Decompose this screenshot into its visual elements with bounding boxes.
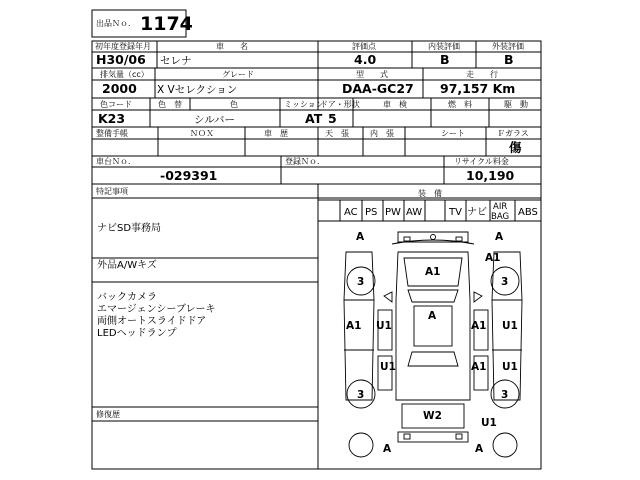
damage-right-rear-fender: U1 bbox=[502, 361, 518, 373]
equipment-navi: ナビ bbox=[467, 207, 487, 218]
score-label: 評価点 bbox=[352, 42, 376, 51]
damage-bottom-left: A bbox=[383, 443, 392, 455]
score-value: 4.0 bbox=[354, 52, 377, 67]
note-line-2: 外品A/Wキズ bbox=[97, 260, 157, 271]
sunroof-label: 天 張 bbox=[325, 129, 349, 138]
note-line-1: ナビSD事務局 bbox=[97, 223, 162, 234]
equipment-row bbox=[344, 202, 538, 222]
equipment-aw: AW bbox=[406, 207, 423, 218]
damage-back-door: W2 bbox=[423, 410, 442, 422]
model-label: 型 式 bbox=[356, 70, 388, 79]
history-label: 車 歴 bbox=[264, 129, 288, 138]
note-line-6: LEDヘッドランプ bbox=[97, 328, 177, 339]
equipment-ps: PS bbox=[365, 207, 378, 218]
damage-rear-bumper: U1 bbox=[481, 417, 497, 429]
interior-trim-label: 内 張 bbox=[370, 129, 394, 138]
damage-right-front-tire: 3 bbox=[501, 276, 509, 288]
drive-label: 駆 動 bbox=[504, 100, 528, 109]
first-reg-value: H30/06 bbox=[96, 52, 146, 67]
manual-label: 整備手帳 bbox=[96, 129, 128, 138]
displacement-label: 排気量（cc） bbox=[100, 70, 149, 79]
displacement-value: 2000 bbox=[102, 81, 137, 96]
damage-hood: A1 bbox=[425, 266, 441, 278]
f-glass-value: 傷 bbox=[509, 140, 522, 155]
first-reg-label: 初年度登録年月 bbox=[95, 42, 151, 51]
transmission-label: ミッション bbox=[284, 100, 324, 109]
equipment-airbag-top: AIR bbox=[493, 202, 508, 212]
chassis-no-label: 車台Ｎｏ． bbox=[96, 157, 136, 166]
damage-roof: A bbox=[428, 310, 437, 322]
doors-label: ドア・形状 bbox=[320, 100, 360, 109]
notes-label: 特記事項 bbox=[96, 187, 128, 196]
notes-text bbox=[97, 221, 215, 339]
damage-left-fender: A1 bbox=[346, 320, 362, 332]
fuel-label: 燃 料 bbox=[448, 100, 472, 109]
transmission-value: AT bbox=[305, 111, 323, 126]
color-value: シルバー bbox=[194, 114, 236, 126]
note-line-5: 両側オートスライドドア bbox=[97, 316, 207, 327]
color-code-label: 色コード bbox=[100, 100, 132, 109]
damage-top-right: A bbox=[495, 231, 504, 243]
doors-value: 5 bbox=[328, 111, 337, 126]
equipment-airbag-bottom: BAG bbox=[491, 212, 510, 222]
note-line-4: エマージェンシーブレーキ bbox=[97, 304, 216, 315]
repair-label: 修復歴 bbox=[96, 410, 120, 419]
damage-right-fender: U1 bbox=[502, 320, 518, 332]
equipment-label: 装 備 bbox=[418, 189, 442, 198]
recycle-label: リサイクル料金 bbox=[454, 157, 509, 166]
inspection-label: 車 検 bbox=[383, 100, 407, 109]
equipment-tv: TV bbox=[449, 207, 462, 218]
damage-left-rear-tire: 3 bbox=[357, 389, 365, 401]
damage-left-front-tire: 3 bbox=[357, 276, 365, 288]
car-name-value: セレナ bbox=[160, 55, 192, 67]
model-value: DAA-GC27 bbox=[342, 81, 414, 96]
grade-value: X Vセレクション bbox=[157, 84, 238, 96]
damage-right-front-corner: A1 bbox=[485, 252, 501, 264]
exterior-score-value: B bbox=[504, 52, 514, 67]
recycle-value: 10,190 bbox=[466, 168, 515, 183]
damage-left-rear-door: U1 bbox=[380, 361, 396, 373]
color-code-value: K23 bbox=[98, 111, 126, 126]
interior-score-label: 内装評価 bbox=[428, 42, 460, 51]
lot-label: 出品Ｎｏ． bbox=[96, 19, 136, 28]
equipment-pw: PW bbox=[385, 207, 401, 218]
seat-label: シート bbox=[441, 129, 465, 138]
note-line-3: バックカメラ bbox=[97, 292, 157, 303]
damage-left-front-door: U1 bbox=[376, 320, 392, 332]
damage-right-rear-door: A1 bbox=[471, 361, 487, 373]
color-label: 色 bbox=[230, 100, 238, 109]
damage-codes bbox=[346, 231, 518, 455]
exterior-score-label: 外装評価 bbox=[492, 42, 524, 51]
car-name-label: 車 名 bbox=[216, 42, 248, 51]
damage-right-rear-tire: 3 bbox=[501, 389, 509, 401]
chassis-no-value: -029391 bbox=[160, 168, 218, 183]
damage-bottom-right: A bbox=[475, 443, 484, 455]
equipment-abs: ABS bbox=[518, 207, 538, 218]
mileage-label: 走 行 bbox=[466, 70, 498, 79]
lot-number-box bbox=[92, 10, 193, 37]
reg-no-label: 登録Ｎｏ． bbox=[285, 157, 325, 166]
damage-top-left: A bbox=[356, 231, 365, 243]
bottom-corner-marks bbox=[349, 433, 517, 457]
lot-number: 1174 bbox=[140, 13, 193, 35]
f-glass-label: Ｆガラス bbox=[497, 129, 529, 138]
grade-label: グレード bbox=[222, 70, 254, 79]
equipment-ac: AC bbox=[344, 207, 358, 218]
nox-label: ＮＯＸ bbox=[190, 129, 214, 138]
damage-right-front-door: A1 bbox=[471, 320, 487, 332]
color-change-label: 色 替 bbox=[158, 100, 182, 109]
mileage-value: 97,157 Km bbox=[440, 81, 516, 96]
interior-score-value: B bbox=[440, 52, 450, 67]
